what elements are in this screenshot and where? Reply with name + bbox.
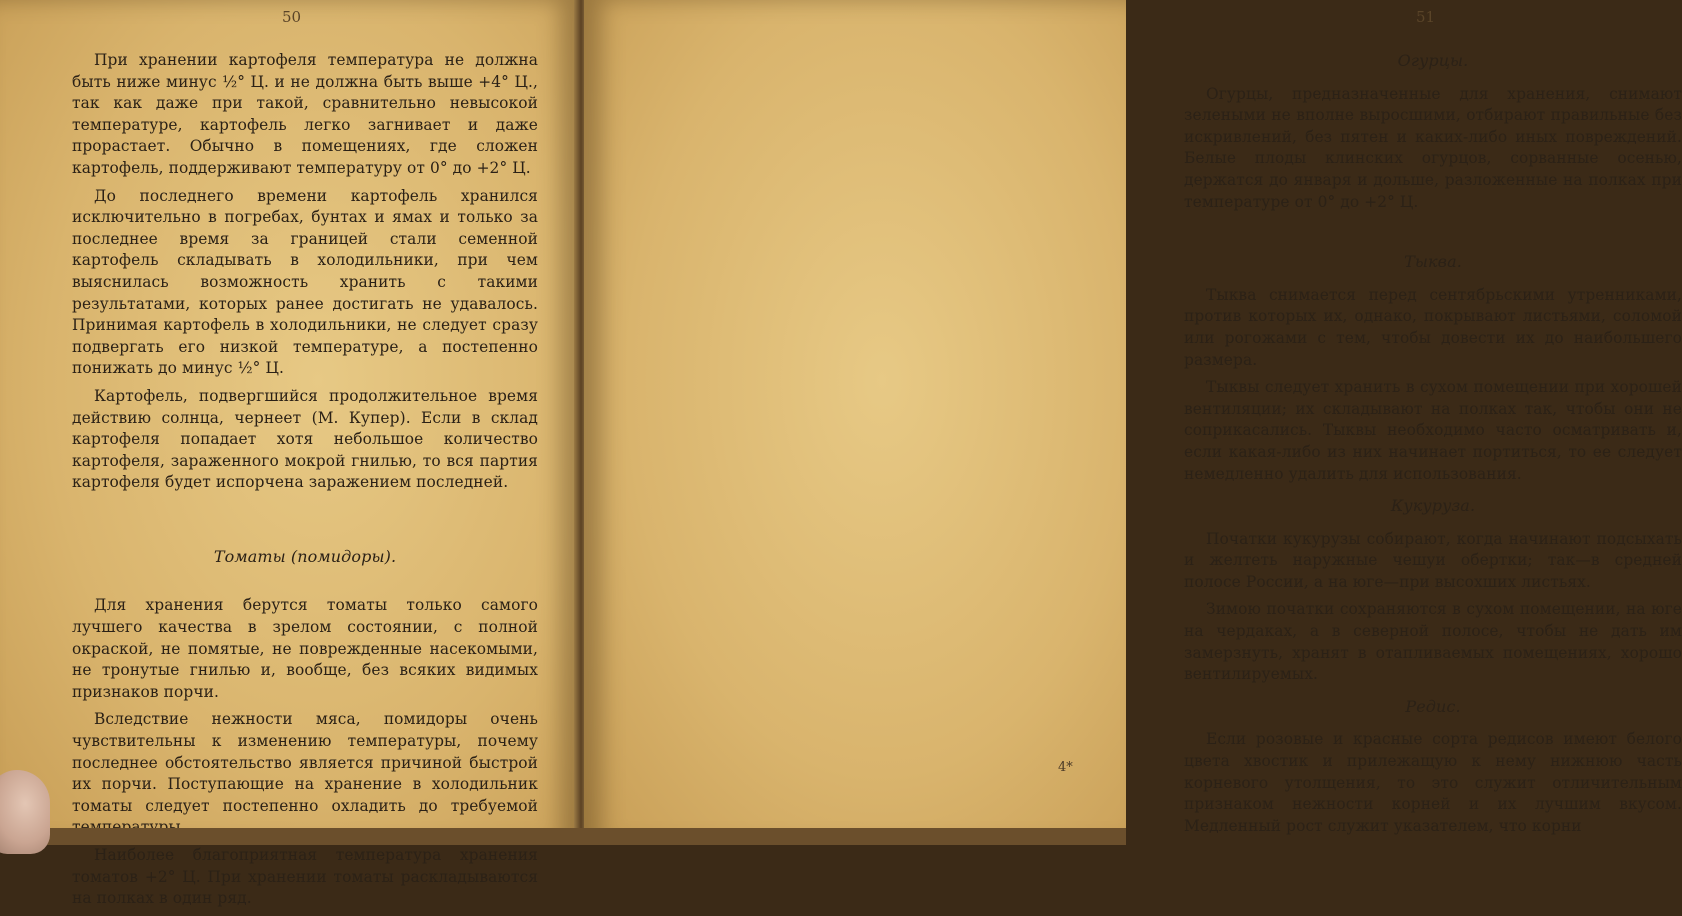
paragraph: До последнего времени картофель хранился исключительно в погребах, бунтах и ямах и только за последнее время за границей стали семенной картофель складывать в холодильники, при чем выяснилась возможность хранить с такими результатами, которых ранее достигать не удавалось. Принимая картофель в холодильники, не следует сразу подвергать его низкой температуре, а постепенно понижать до минус ½° Ц. xyxy=(72,186,538,378)
section-heading-corn: Кукуруза. xyxy=(1390,496,1476,516)
paragraph: Картофель, подвергшийся продолжительное время действию солнца, чернеет (М. Купер). Если в склад картофеля попадает хотя небольшое количество картофеля, зараженного мокрой гнилью, то вся партия картофеля будет испорчена заражением последней. xyxy=(72,386,538,492)
book-bottom-edge xyxy=(0,828,1126,845)
paragraph: Вследствие нежности мяса, помидоры очень чувствительны к изменению температуры, почему последнее обстоятельство является причиной быстрой их порчи. Поступающие на хранение в холодильник томаты следует постепенно охладить до требуемой xyxy=(72,710,538,815)
thumb xyxy=(0,770,50,854)
page-number: 50 xyxy=(282,8,302,26)
paragraph: При хранении картофеля температура не должна быть ниже минус ½° Ц. и не должна быть выше +4° Ц., так как даже при такой, сравнительно невысокой температуре, картофель легко загнивает и даже прорастает. Обычно в помещениях, где сложен картофель, поддерживают температуру от 0° до +2° Ц. xyxy=(72,51,538,177)
paragraph: Тыква снимается перед сентябрьскими утренниками, против которых их, однако, покрывают листьями, соломой или рогожами с тем, чтобы довести их до наибольшего размера. xyxy=(1184,285,1682,369)
section-heading-pumpkin: Тыква. xyxy=(1404,252,1462,272)
right-text-column xyxy=(1184,40,1682,843)
section-heading-tomatoes: Томаты (помидоры). xyxy=(213,546,397,566)
paragraph: Для хранения берутся томаты только самого лучшего качества в зрелом состоянии, с полной окраской, не помятые, не поврежденные насекомыми, не тронутые гнилью и, вообще, без всяких видимых признаков порчи. xyxy=(72,596,538,701)
paragraph: Початки кукурузы собирают, когда начинают подсыхать и желтеть наружные чешуи обертки; так—в средней полосе России, а на юге—при высохших листьях. xyxy=(1184,529,1682,591)
section-heading-cucumbers: Огурцы. xyxy=(1397,51,1469,70)
left-text-column xyxy=(72,50,538,916)
left-page xyxy=(0,0,578,908)
paragraph: Зимою початки сохраняются в сухом помещении, на юге на чердаках, а в северной полосе, чтобы не дать им замерзнуть, хранят в отапливаемых помещениях, хорошо вентилируемых. xyxy=(1184,600,1682,684)
paragraph: Наиболее благоприятная температура хранения томатов +2° Ц. При хранении томаты раскладываются на полках в один ряд. xyxy=(72,846,538,908)
signature-mark: 4* xyxy=(1058,760,1073,775)
paragraph: Если розовые и красные сорта редисов имеют белого цвета хвостик и прилежащую к нему нижнюю часть корневого утолщения, то это служит отличительным признаком нежности корней и их лучшим вкусом. Медленный рост служит указателем, что корни xyxy=(1184,730,1682,835)
page-number: 51 xyxy=(1416,8,1436,26)
paragraph: Тыквы следует хранить в сухом помещении при хорошей вентиляции; их складывают на полках так, чтобы они не соприкасались. Тыквы необходимо часто осматривать и, если какая-либо из них начинает портиться, то ее следует немедленно удалить для использования. xyxy=(1184,378,1682,483)
paragraph: Огурцы, предназначенные для хранения, снимают зелеными не вполне выросшими, отбирают правильные без искривлений, без пятен и каких-либо иных повреждений. Белые плоды клинских огурцов, сорванные осенью, держатся до января и дольше, разложенные на полках при температуре от 0° до +2° Ц. xyxy=(1184,84,1682,211)
section-heading-radish: Редис. xyxy=(1405,696,1461,716)
right-page xyxy=(584,0,1682,845)
